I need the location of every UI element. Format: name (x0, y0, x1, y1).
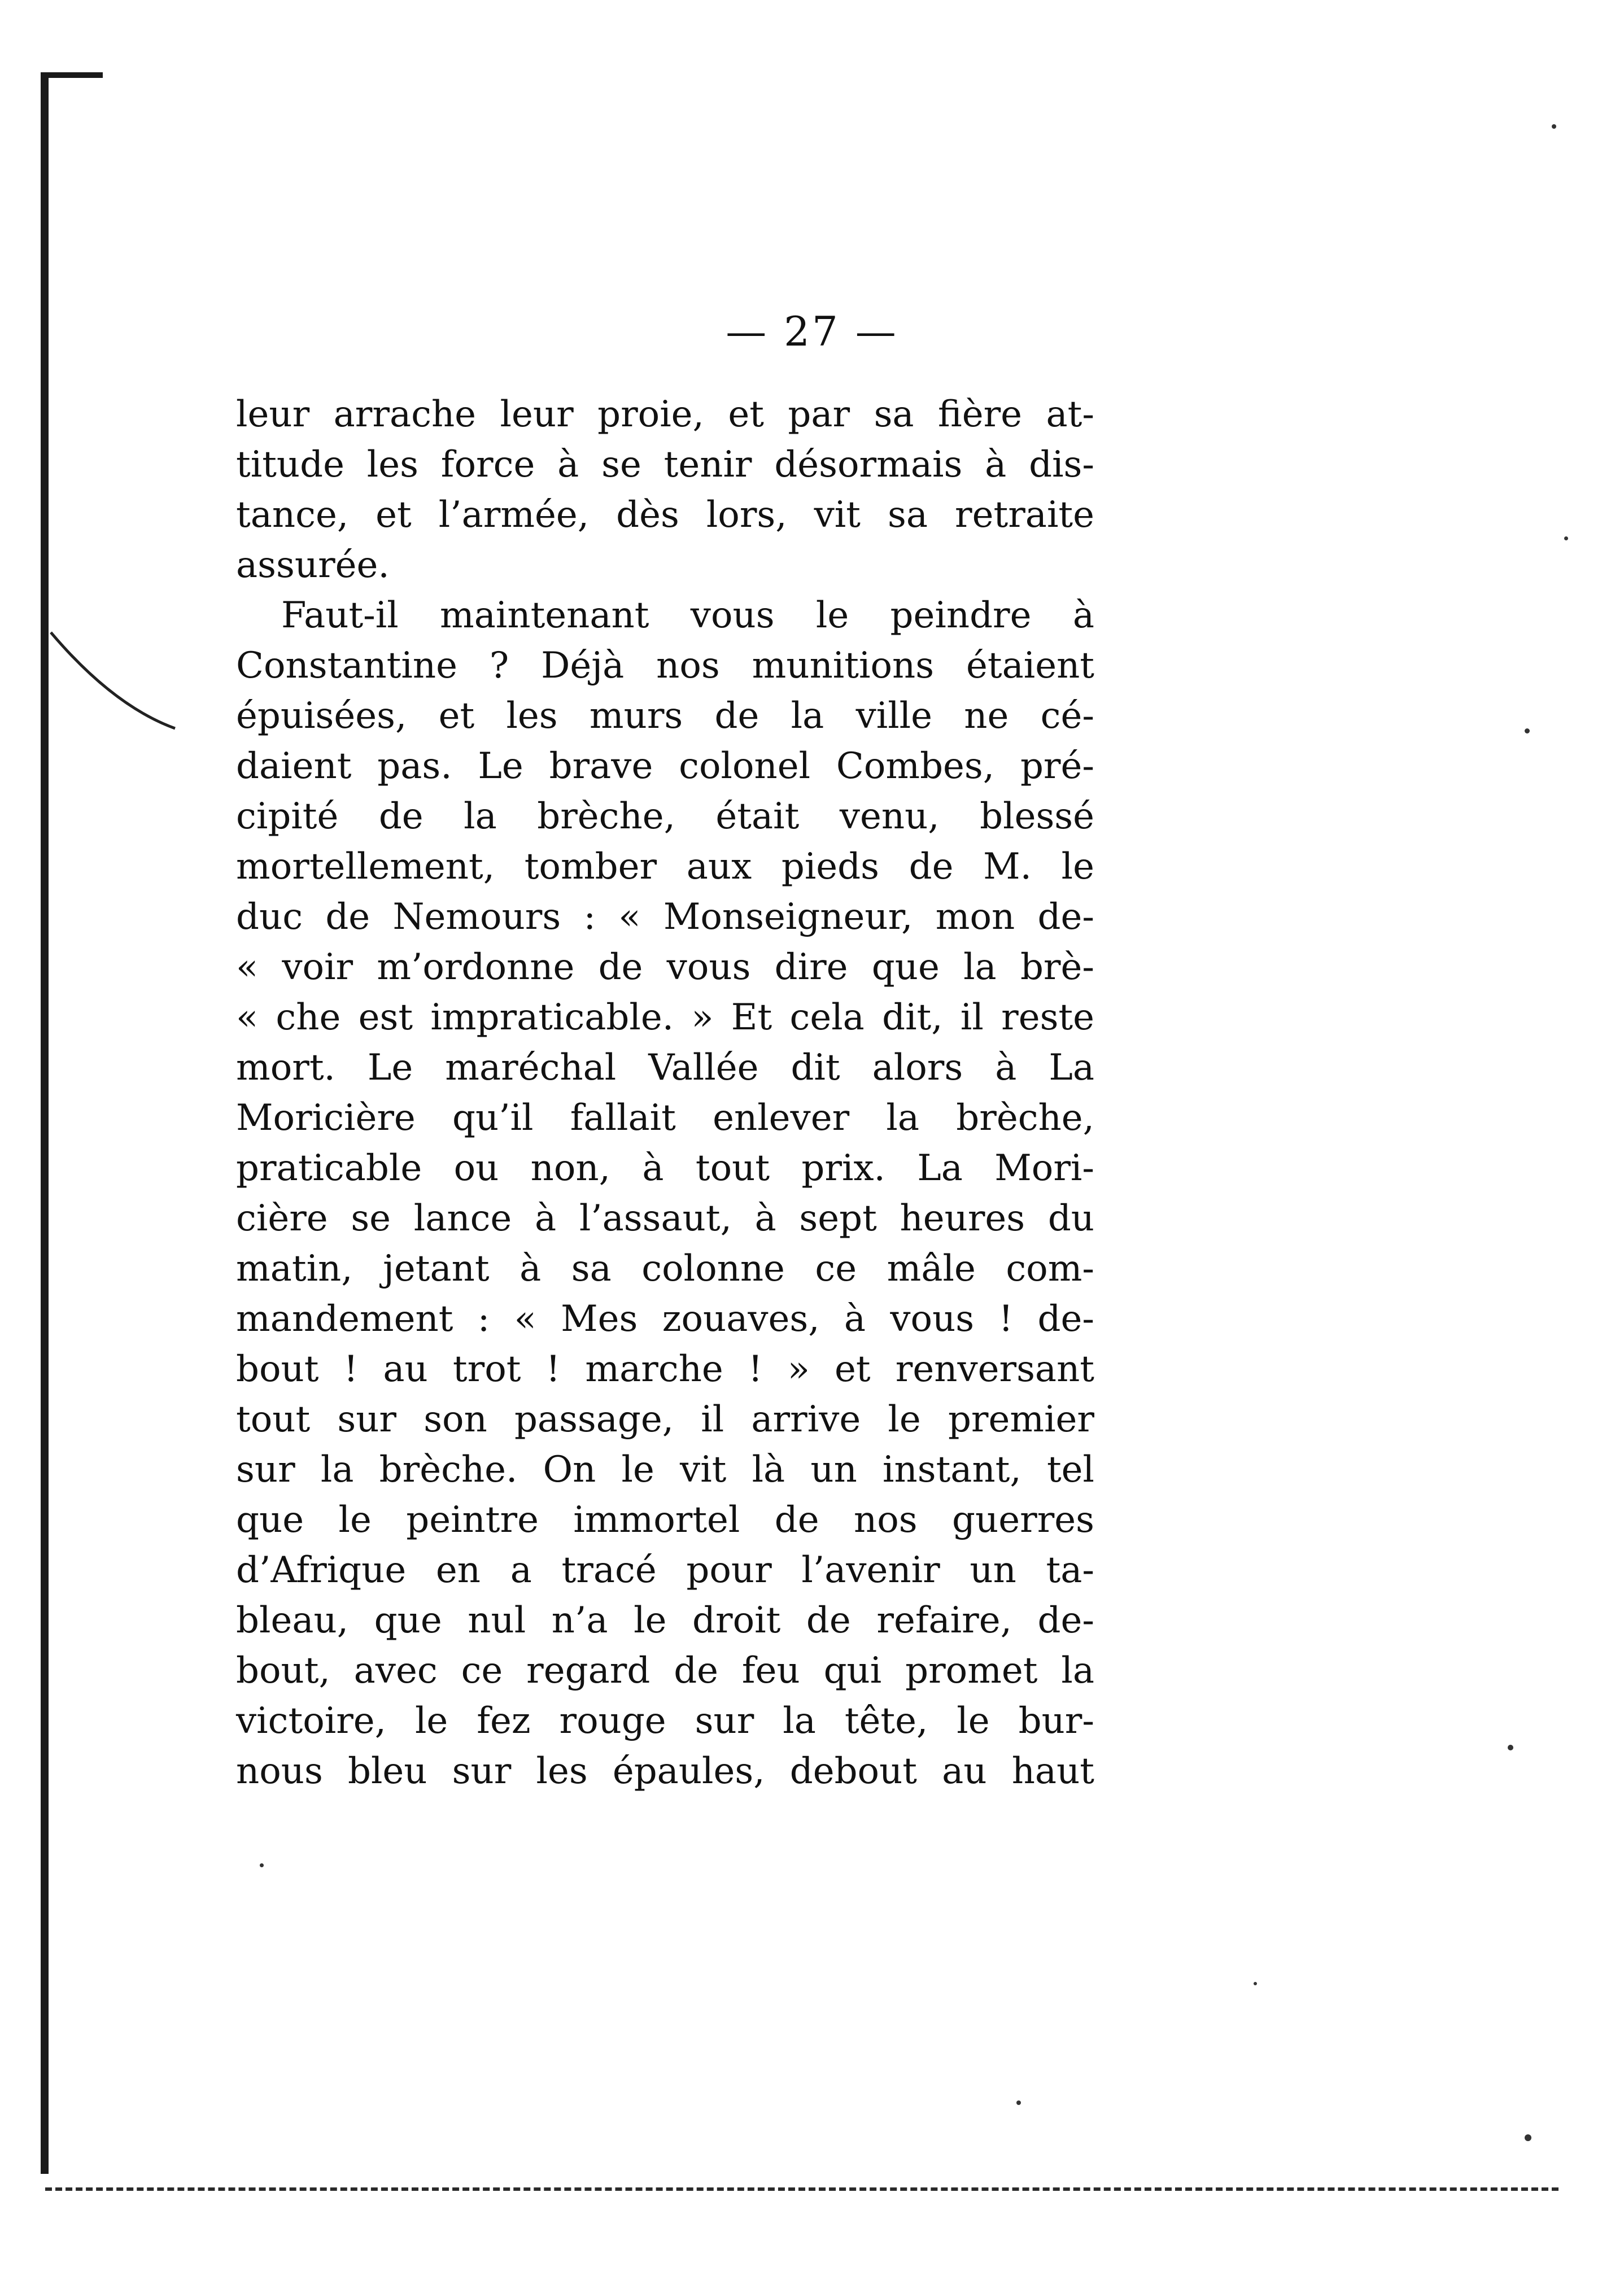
text-line: nous bleu sur les épaules, debout au haut (236, 1750, 1094, 1792)
page-number: — 27 — (726, 308, 898, 355)
ink-stroke-mark (45, 621, 181, 734)
text-line: bout, avec ce regard de feu qui promet la (236, 1650, 1094, 1692)
text-line: cière se lance à l’assaut, à sept heures du (236, 1198, 1094, 1239)
bottom-dashed-rule (45, 2187, 1558, 2194)
scan-speck (1525, 2134, 1531, 2141)
text-line: duc de Nemours : « Monseigneur, mon de- (236, 896, 1094, 938)
text-line: mort. Le maréchal Vallée dit alors à La (236, 1047, 1094, 1089)
text-line: victoire, le fez rouge sur la tête, le bur- (236, 1700, 1094, 1742)
scan-speck (1552, 124, 1556, 129)
text-line: « voir m’ordonne de vous dire que la brè- (236, 946, 1094, 988)
scan-speck (1525, 728, 1530, 733)
scan-speck (260, 1863, 264, 1867)
page-binding-edge (41, 73, 49, 2174)
text-line: mortellement, tomber aux pieds de M. le (236, 846, 1094, 888)
text-line: d’Afrique en a tracé pour l’avenir un ta- (236, 1549, 1094, 1591)
text-line: daient pas. Le brave colonel Combes, pré- (236, 745, 1094, 787)
text-line: Constantine ? Déjà nos munitions étaient (236, 645, 1094, 687)
body-text (236, 390, 1094, 1797)
scan-speck (1016, 2100, 1021, 2105)
text-line: Faut-il maintenant vous le peindre à (281, 595, 1094, 636)
text-line: tout sur son passage, il arrive le premier (236, 1399, 1094, 1440)
text-line: bout ! au trot ! marche ! » et renversant (236, 1348, 1094, 1390)
text-line: leur arrache leur proie, et par sa fière at- (236, 394, 1094, 435)
text-line: mandement : « Mes zouaves, à vous ! de- (236, 1298, 1094, 1340)
text-line: matin, jetant à sa colonne ce mâle com- (236, 1248, 1094, 1290)
text-line: assurée. (236, 544, 390, 586)
text-line: que le peintre immortel de nos guerres (236, 1499, 1094, 1541)
text-line: titude les force à se tenir désormais à dis- (236, 444, 1094, 486)
text-line: « che est impraticable. » Et cela dit, il reste (236, 997, 1094, 1038)
text-line: bleau, que nul n’a le droit de refaire, de- (236, 1600, 1094, 1641)
text-line: tance, et l’armée, dès lors, vit sa retraite (236, 494, 1094, 536)
page-binding-corner (41, 72, 103, 78)
scan-speck (1254, 1982, 1257, 1985)
scan-speck (1564, 536, 1568, 540)
text-line: épuisées, et les murs de la ville ne cé- (236, 695, 1094, 737)
text-line: sur la brèche. On le vit là un instant, tel (236, 1449, 1094, 1491)
text-line: praticable ou non, à tout prix. La Mori- (236, 1147, 1094, 1189)
text-line: cipité de la brèche, était venu, blessé (236, 796, 1094, 837)
scan-speck (1508, 1745, 1513, 1750)
text-line: Moricière qu’il fallait enlever la brèche, (236, 1097, 1094, 1139)
